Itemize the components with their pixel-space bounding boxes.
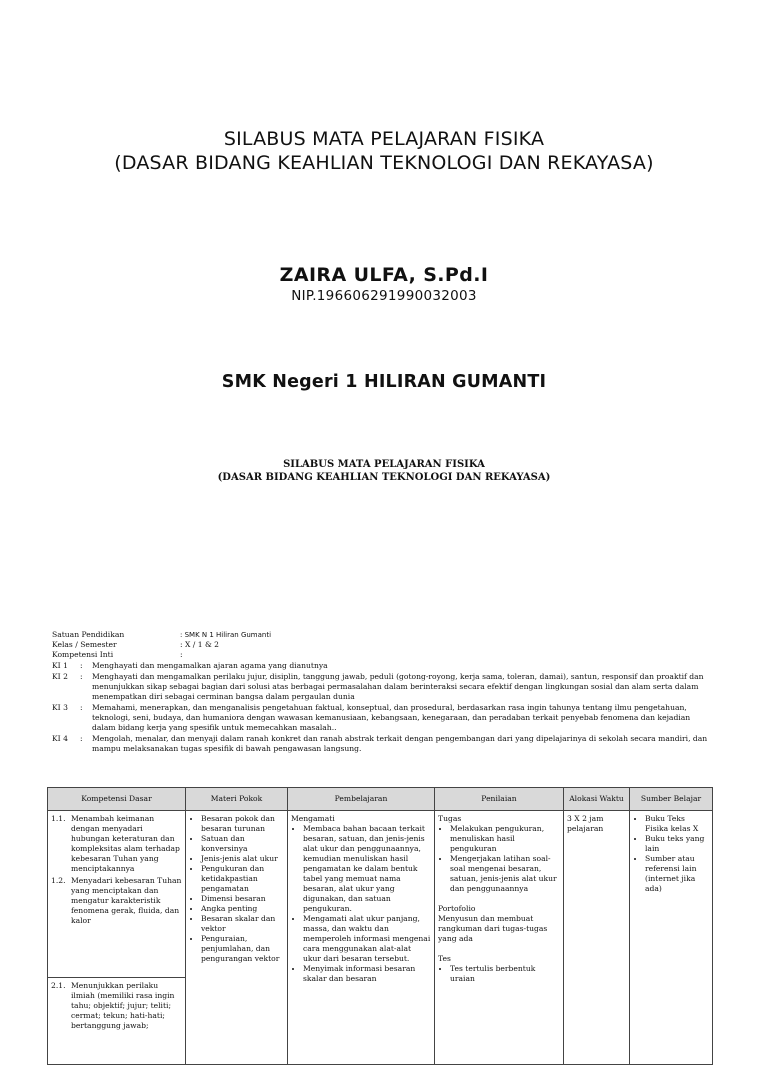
ki-3-colon: : (80, 703, 83, 712)
list-item: • Melakukan pengukuran, menuliskan hasil pengukuran (450, 824, 560, 854)
penilaian-tes-list (438, 964, 560, 984)
info-ki (52, 650, 712, 660)
kelas-label: Kelas / Semester (52, 640, 117, 649)
list-item: • Pengukuran dan ketidakpastian pengamatan (201, 864, 284, 894)
pembelajaran-list (291, 824, 431, 984)
syllabus-info (52, 630, 712, 754)
ki-3-text: Memahami, menerapkan, dan menganalisis pengetahuan faktual, konseptual, dan prosedural, berdasarkan rasa ingin tahunya tentang ilmu pengetahuan, teknologi, seni, budaya, dan humaniora dengan wawasan kemanusiaan, kebangsaan, kenegaraan, dan peradaban terkait penyebab fenomena dan kejadian dalam bidang kerja yang spesifik untuk memecahkan masalah.. (92, 703, 691, 732)
ki-4 (52, 734, 712, 754)
list-item: • Buku teks yang lain (645, 834, 709, 854)
penilaian-cell (435, 811, 564, 1065)
list-item: • Satuan dan konversinya (201, 834, 284, 854)
materi-cell (186, 811, 288, 1065)
ki-3 (52, 703, 712, 733)
author-name: ZAIRA ULFA, S.Pd.I (279, 264, 489, 286)
syllabus-table (47, 787, 713, 1065)
info-kelas (52, 640, 712, 650)
kd-cell-1 (48, 811, 186, 978)
list-item: • Mengerjakan latihan soal-soal mengenai besaran, satuan, jenis-jenis alat ukur dan penggunaannya (450, 854, 560, 894)
kd-2-1-text: Menunjukkan perilaku ilmiah (memiliki rasa ingin tahu; objektif; jujur; teliti; cermat; tekun; hati-hati; bertanggung jawab; (71, 981, 175, 1030)
header-pembelajaran: Pembelajaran (288, 788, 435, 811)
list-item: • Buku Teks Fisika kelas X (645, 814, 709, 834)
ki-4-colon: : (80, 734, 83, 743)
list-item: • Sumber atau referensi lain (internet jika ada) (645, 854, 709, 894)
penilaian-tugas-heading: Tugas (438, 814, 462, 823)
header-sumber-belajar: Sumber Belajar (630, 788, 713, 811)
penilaian-tugas-list (438, 824, 560, 894)
author-nip: NIP.196606291990032003 (291, 288, 477, 304)
penilaian-portofolio-text: Menyusun dan membuat rangkuman dari tugas-tugas yang ada (438, 914, 548, 943)
alokasi-cell (564, 811, 630, 1065)
list-item: • Dimensi besaran (201, 894, 284, 904)
ki-2-label: KI 2 (52, 672, 68, 681)
kd-1-1-number: 1.1. (51, 814, 66, 823)
ki-1-text: Menghayati dan mengamalkan ajaran agama yang dianutnya (92, 661, 328, 670)
kd-1-2 (51, 876, 182, 926)
alokasi-text: 3 X 2 jam pelajaran (567, 814, 604, 833)
ki-1-label: KI 1 (52, 661, 68, 670)
list-item: • Penguraian, penjumlahan, dan pengurangan vektor (201, 934, 284, 964)
list-item: • Membaca bahan bacaan terkait besaran, satuan, dan jenis-jenis alat ukur dan penggunaannya, kemudian menuliskan hasil pengamatan ke dalam bentuk tabel yang memuat nama besaran, alat ukur yang digunakan, dan satuan pengukuran. (303, 824, 431, 914)
kd-1-2-number: 1.2. (51, 876, 66, 885)
cover-title (0, 127, 768, 175)
cover-title-line2: (DASAR BIDANG KEAHLIAN TEKNOLOGI DAN REKAYASA) (114, 152, 654, 174)
school-name: SMK Negeri 1 HILIRAN GUMANTI (221, 372, 547, 392)
list-item: • Tes tertulis berbentuk uraian (450, 964, 560, 984)
kd-2-1-number: 2.1. (51, 981, 66, 990)
penilaian-tes-heading: Tes (438, 954, 451, 963)
ki-colon: : (180, 650, 183, 659)
ki-2 (52, 672, 712, 702)
list-item: • Jenis-jenis alat ukur (201, 854, 284, 864)
ki-label: Kompetensi Inti (52, 650, 114, 659)
list-item: • Angka penting (201, 904, 284, 914)
satuan-label: Satuan Pendidikan (52, 630, 125, 639)
document-title-line2: (DASAR BIDANG KEAHLIAN TEKNOLOGI DAN REKAYASA) (217, 472, 551, 483)
document-title-line1: SILABUS MATA PELAJARAN FISIKA (283, 459, 485, 470)
list-item: • Menyimak informasi besaran skalar dan besaran (303, 964, 431, 984)
list-item: • Besaran pokok dan besaran turunan (201, 814, 284, 834)
ki-4-text: Mengolah, menalar, dan menyaji dalam ranah konkret dan ranah abstrak terkait dengan pengembangan dari yang dipelajarinya di sekolah secara mandiri, dan mampu melaksanakan tugas spesifik di bawah pengawasan langsung. (92, 734, 708, 753)
info-satuan (52, 630, 712, 640)
materi-list (189, 814, 284, 964)
ki-1-colon: : (80, 661, 83, 670)
kd-1-1-text: Menambah keimanan dengan menyadari hubungan keteraturan dan kompleksitas alam terhadap kebesaran Tuhan yang menciptakannya (71, 814, 180, 873)
kd-cell-2 (48, 978, 186, 1065)
sumber-list (633, 814, 709, 894)
list-item: • Besaran skalar dan vektor (201, 914, 284, 934)
table-row (48, 811, 713, 978)
satuan-value: : SMK N 1 Hiliran Gumanti (180, 631, 272, 639)
cover-title-line1: SILABUS MATA PELAJARAN FISIKA (223, 128, 545, 150)
header-materi-pokok: Materi Pokok (186, 788, 288, 811)
pembelajaran-cell (288, 811, 435, 1065)
ki-1 (52, 661, 712, 671)
ki-2-text: Menghayati dan mengamalkan perilaku jujur, disiplin, tanggung jawab, peduli (gotong-royong, kerja sama, toleran, damai), santun, responsif dan proaktif dan menunjukkan sikap sebagai bagian dari solusi atas berbagai permasalahan dalam berinteraksi secara efektif dengan lingkungan sosial dan alam serta dalam menempatkan diri sebagai cerminan bangsa dalam pergaulan dunia (92, 672, 704, 701)
header-penilaian: Penilaian (435, 788, 564, 811)
ki-2-colon: : (80, 672, 83, 681)
table-header-row (48, 788, 713, 811)
kelas-value: : X / 1 & 2 (180, 640, 220, 649)
ki-4-label: KI 4 (52, 734, 68, 743)
header-kompetensi-dasar: Kompetensi Dasar (48, 788, 186, 811)
kd-1-2-text: Menyadari kebesaran Tuhan yang menciptakan dan mengatur karakteristik fenomena gerak, fluida, dan kalor (71, 876, 182, 925)
list-item: • Mengamati alat ukur panjang, massa, dan waktu dan memperoleh informasi mengenai cara menggunakan alat-alat ukur dari besaran tersebut. (303, 914, 431, 964)
pembelajaran-heading: Mengamati (291, 814, 335, 823)
kd-1-1 (51, 814, 182, 874)
sumber-cell (630, 811, 713, 1065)
document-title (0, 458, 768, 484)
penilaian-portofolio-heading: Portofolio (438, 904, 476, 913)
ki-3-label: KI 3 (52, 703, 68, 712)
header-alokasi-waktu: Alokasi Waktu (564, 788, 630, 811)
